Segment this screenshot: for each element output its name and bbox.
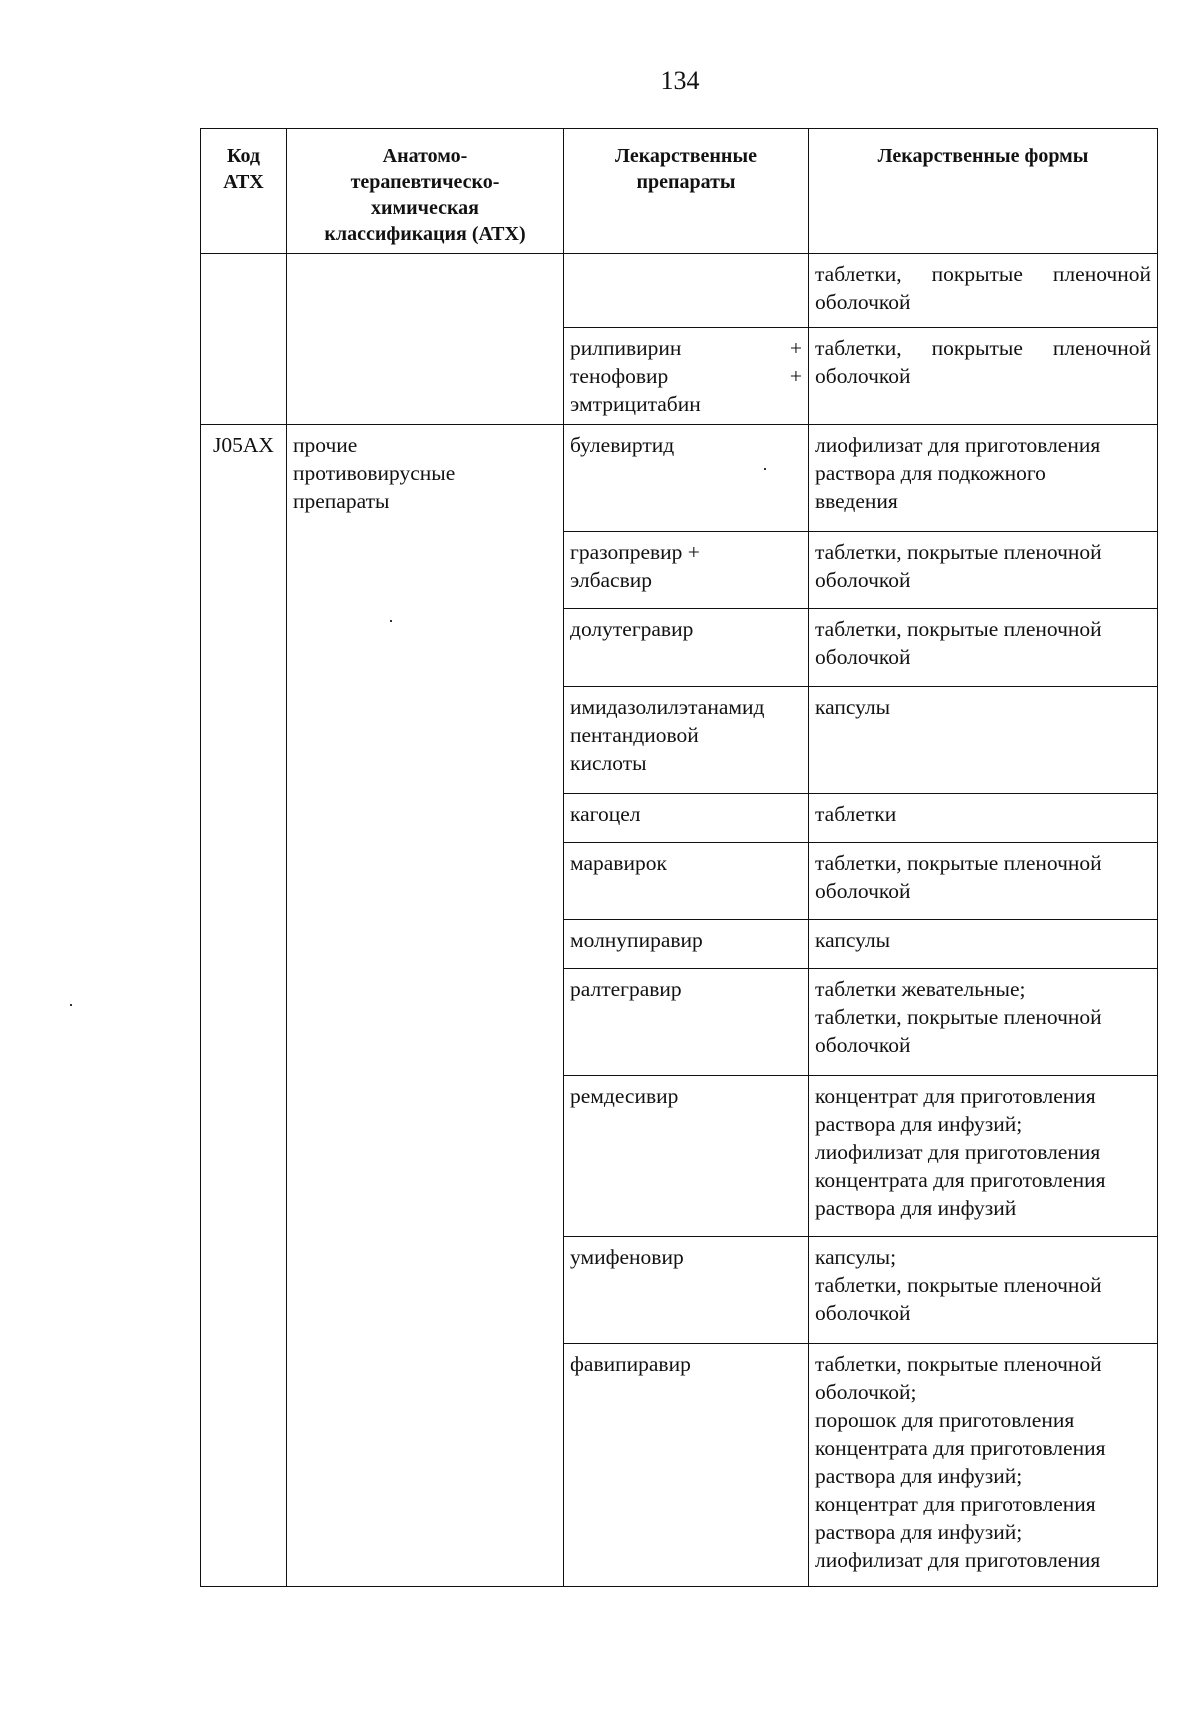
header-forms: Лекарственные формы (809, 129, 1158, 254)
drug-cell: ремдесивир (564, 1076, 809, 1237)
drug-cell: булевиртид (564, 425, 809, 532)
header-classification: Анатомо- терапевтическо- химическая классификация (АТХ) (287, 129, 564, 254)
form-cell: таблетки, покрытые пленочной оболочкой; порошок для приготовления концентрата для приготовления раствора для инфузий; концентрат для приготовления раствора для инфузий; лиофилизат для приготовления (809, 1344, 1158, 1587)
atx-group-cell: прочие противовирусные препараты (287, 425, 564, 1587)
classification-cell-empty (287, 254, 564, 425)
form-cell: капсулы (809, 920, 1158, 969)
drug-cell: фавипиравир (564, 1344, 809, 1587)
drug-cell: умифеновир (564, 1237, 809, 1344)
form-cell: таблетки, покрытые пленочной оболочкой (809, 843, 1158, 920)
scan-speck (70, 1004, 72, 1006)
drug-cell (564, 254, 809, 328)
code-cell-empty (201, 254, 287, 425)
form-cell: концентрат для приготовления раствора для инфузий; лиофилизат для приготовления концентрата для приготовления раствора для инфузий (809, 1076, 1158, 1237)
drug-cell: кагоцел (564, 794, 809, 843)
form-cell: лиофилизат для приготовления раствора для подкожного введения (809, 425, 1158, 532)
drug-cell: маравирок (564, 843, 809, 920)
form-cell: капсулы; таблетки, покрытые пленочной оболочкой (809, 1237, 1158, 1344)
header-code: Код АТХ (201, 129, 287, 254)
drug-cell: ралтегравир (564, 969, 809, 1076)
form-cell: таблетки (809, 794, 1158, 843)
drug-cell: молнупиравир (564, 920, 809, 969)
table-row (201, 254, 1158, 328)
atx-code-cell: J05AX (201, 425, 287, 1587)
form-cell: таблетки, покрытые пленочной оболочкой (809, 254, 1158, 328)
scan-speck (764, 468, 766, 470)
form-cell: таблетки, покрытые пленочной оболочкой (809, 532, 1158, 609)
header-drugs: Лекарственные препараты (564, 129, 809, 254)
page-number: 134 (660, 66, 700, 95)
drug-cell: рилпивирин + тенофовир + эмтрицитабин (564, 328, 809, 425)
form-cell: таблетки, покрытые пленочной оболочкой (809, 609, 1158, 687)
table-header-row (201, 129, 1158, 254)
form-cell: таблетки, покрытые пленочной оболочкой (809, 328, 1158, 425)
atx-medicines-table (200, 128, 1158, 1587)
table-row (201, 425, 1158, 532)
form-cell: капсулы (809, 687, 1158, 794)
drug-cell: имидазолилэтанамид пентандиовой кислоты (564, 687, 809, 794)
drug-cell: долутегравир (564, 609, 809, 687)
drug-cell: гразопревир + элбасвир (564, 532, 809, 609)
scan-speck (390, 620, 392, 622)
form-cell: таблетки жевательные; таблетки, покрытые пленочной оболочкой (809, 969, 1158, 1076)
